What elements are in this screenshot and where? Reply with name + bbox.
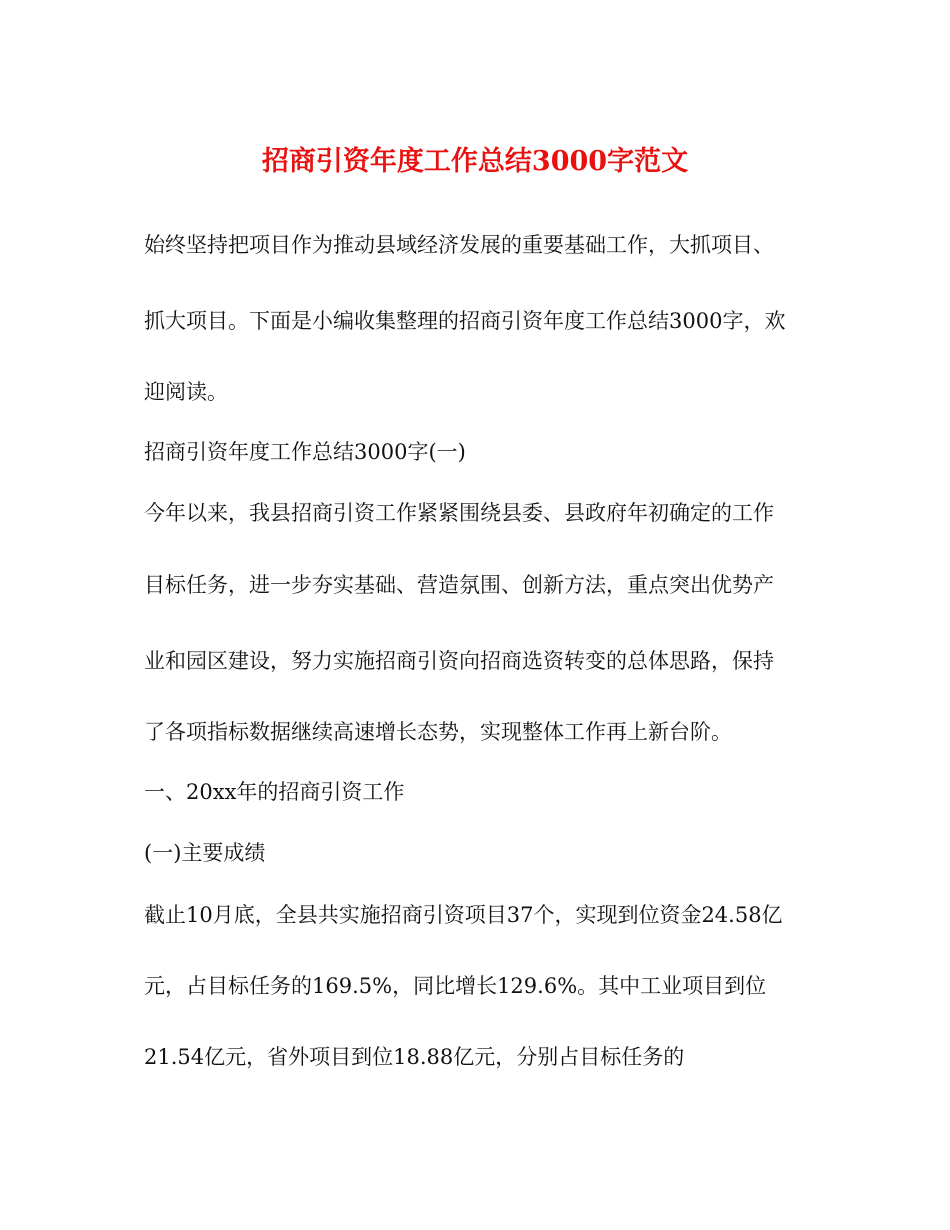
document-title: 招商引资年度工作总结3000字范文 [261,146,689,177]
paragraph-line: 截止10月底，全县共实施招商引资项目37个，实现到位资金24.58亿 [144,903,783,927]
paragraph-line: 迎阅读。 [144,380,228,404]
paragraph-line: 始终坚持把项目作为推动县域经济发展的重要基础工作，大抓项目、 [144,233,774,257]
section-heading: 一、20xx年的招商引资工作 [144,780,405,804]
paragraph-line: 抓大项目。下面是小编收集整理的招商引资年度工作总结3000字，欢 [144,309,786,333]
paragraph-line: 21.54亿元，省外项目到位18.88亿元，分别占目标任务的 [144,1045,685,1069]
paragraph-line: 业和园区建设，努力实施招商引资向招商选资转变的总体思路，保持 [144,649,774,673]
paragraph-line: 目标任务，进一步夯实基础、营造氛围、创新方法，重点突出优势产 [144,573,774,597]
paragraph-line: 今年以来，我县招商引资工作紧紧围绕县委、县政府年初确定的工作 [144,501,774,525]
section-heading: 招商引资年度工作总结3000字(一) [144,440,466,464]
paragraph-line: 了各项指标数据继续高速增长态势，实现整体工作再上新台阶。 [144,720,732,744]
subsection-heading: (一)主要成绩 [144,841,266,865]
paragraph-line: 元，占目标任务的169.5%，同比增长129.6%。其中工业项目到位 [144,974,767,998]
